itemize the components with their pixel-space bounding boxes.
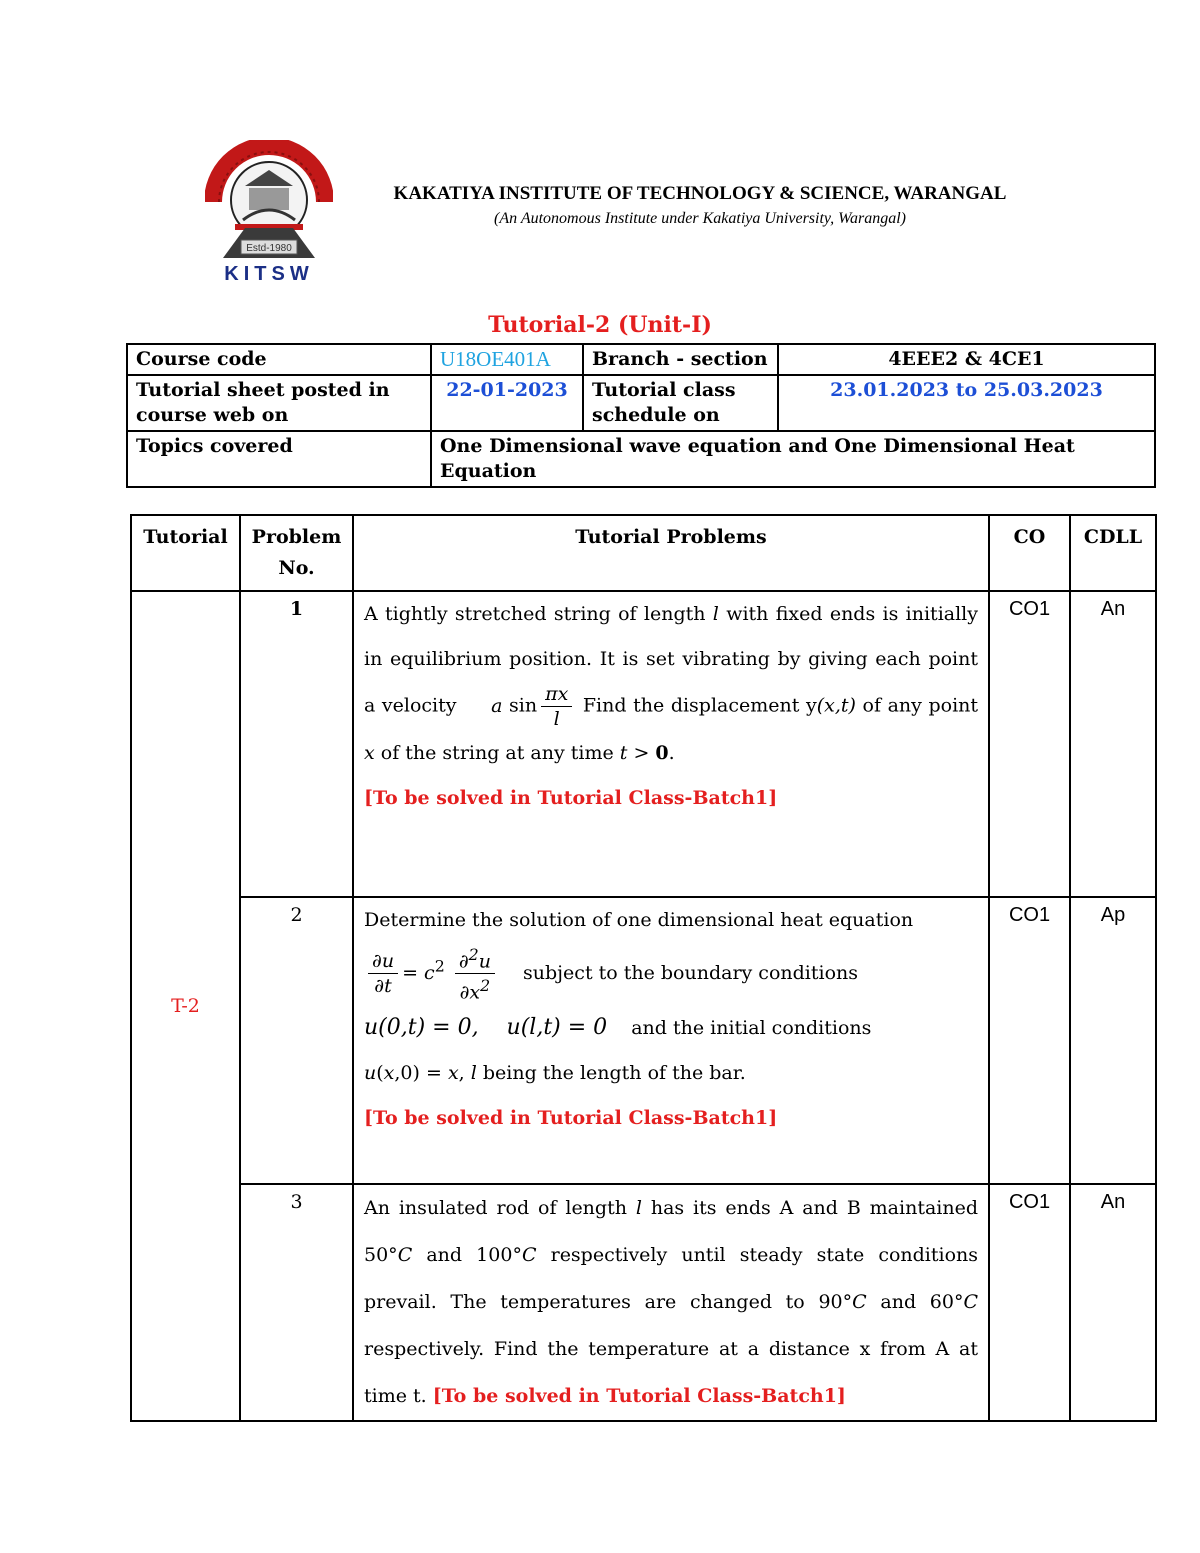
course-code-label: Course code [127, 344, 431, 375]
co-value: CO1 [989, 1184, 1070, 1421]
institute-logo [205, 140, 333, 288]
branch-value: 4EEE2 & 4CE1 [778, 344, 1155, 375]
cdll-value: Ap [1070, 897, 1156, 1184]
logo-abbr: KITSW [224, 263, 314, 285]
cdll-value: An [1070, 1184, 1156, 1421]
problem-text: An insulated rod of length l has its ends A and B maintained 50°C and 100°C respectively until steady state conditions prevail. The temperatures are changed to 90°C and 60°C respectively. Find the temperature at a distance x from A at time t. [To be solved in Tutorial Class-Batch1] [353, 1184, 989, 1421]
problem-text: Determine the solution of one dimensional heat equation $\frac{\partial u}{\partial t}$ = $c^2$ $\frac{\partial^2u}{\partial x^2}$ subject to the boundary conditions u(0,t) = 0, u(l,t) = 0 and the initial conditions u(x,0) = x, l being the length of the bar. [To be solved in Tutorial Class-Batch1] [353, 897, 989, 1184]
schedule-label: Tutorial class schedule on [583, 375, 778, 431]
posted-date: 22-01-2023 [431, 375, 583, 431]
header-tutorial: Tutorial [131, 515, 240, 591]
co-value: CO1 [989, 591, 1070, 897]
batch-note: [To be solved in Tutorial Class-Batch1] [432, 1385, 846, 1407]
co-value: CO1 [989, 897, 1070, 1184]
header-problem-no: Problem No. [240, 515, 353, 591]
header-co: CO [989, 515, 1070, 591]
table-row [131, 897, 1156, 1184]
posted-label: Tutorial sheet posted in course web on [127, 375, 431, 431]
cdll-value: An [1070, 591, 1156, 897]
institute-name: KAKATIYA INSTITUTE OF TECHNOLOGY & SCIENCE, WARANGAL [393, 183, 1007, 204]
topics-value: One Dimensional wave equation and One Dimensional Heat Equation [431, 431, 1155, 487]
problem-number: 1 [240, 591, 353, 897]
batch-note: [To be solved in Tutorial Class-Batch1] [364, 1106, 778, 1129]
tutorial-id: T-2 [131, 591, 240, 1421]
table-row [131, 1184, 1156, 1421]
problem-number: 2 [240, 897, 353, 1184]
institute-subtitle: (An Autonomous Institute under Kakatiya University, Warangal) [494, 210, 906, 227]
topics-label: Topics covered [127, 431, 431, 487]
problem-text: A tightly stretched string of length l with fixed ends is initially in equilibrium position. It is set vibrating by giving each point a velocity a sin $\frac{\pi x}{l}$ Find the displacement y(x,t) of any point x of the string at any time t > 0. [To be solved in Tutorial Class-Batch1] [353, 591, 989, 897]
tutorial-problems-table [130, 514, 1157, 1422]
header-cdll: CDLL [1070, 515, 1156, 591]
branch-label: Branch - section [583, 344, 778, 375]
batch-note: [To be solved in Tutorial Class-Batch1] [364, 787, 778, 809]
schedule-value: 23.01.2023 to 25.03.2023 [778, 375, 1155, 431]
logo-estd: Estd-1980 [246, 243, 292, 254]
header-tutorial-problems: Tutorial Problems [353, 515, 989, 591]
page-title: Tutorial-2 (Unit-I) [488, 312, 712, 338]
table-row [131, 591, 1156, 897]
table-header-row [131, 515, 1156, 591]
problem-number: 3 [240, 1184, 353, 1421]
course-code: U18OE401A [431, 344, 583, 375]
course-info-table [126, 343, 1156, 488]
